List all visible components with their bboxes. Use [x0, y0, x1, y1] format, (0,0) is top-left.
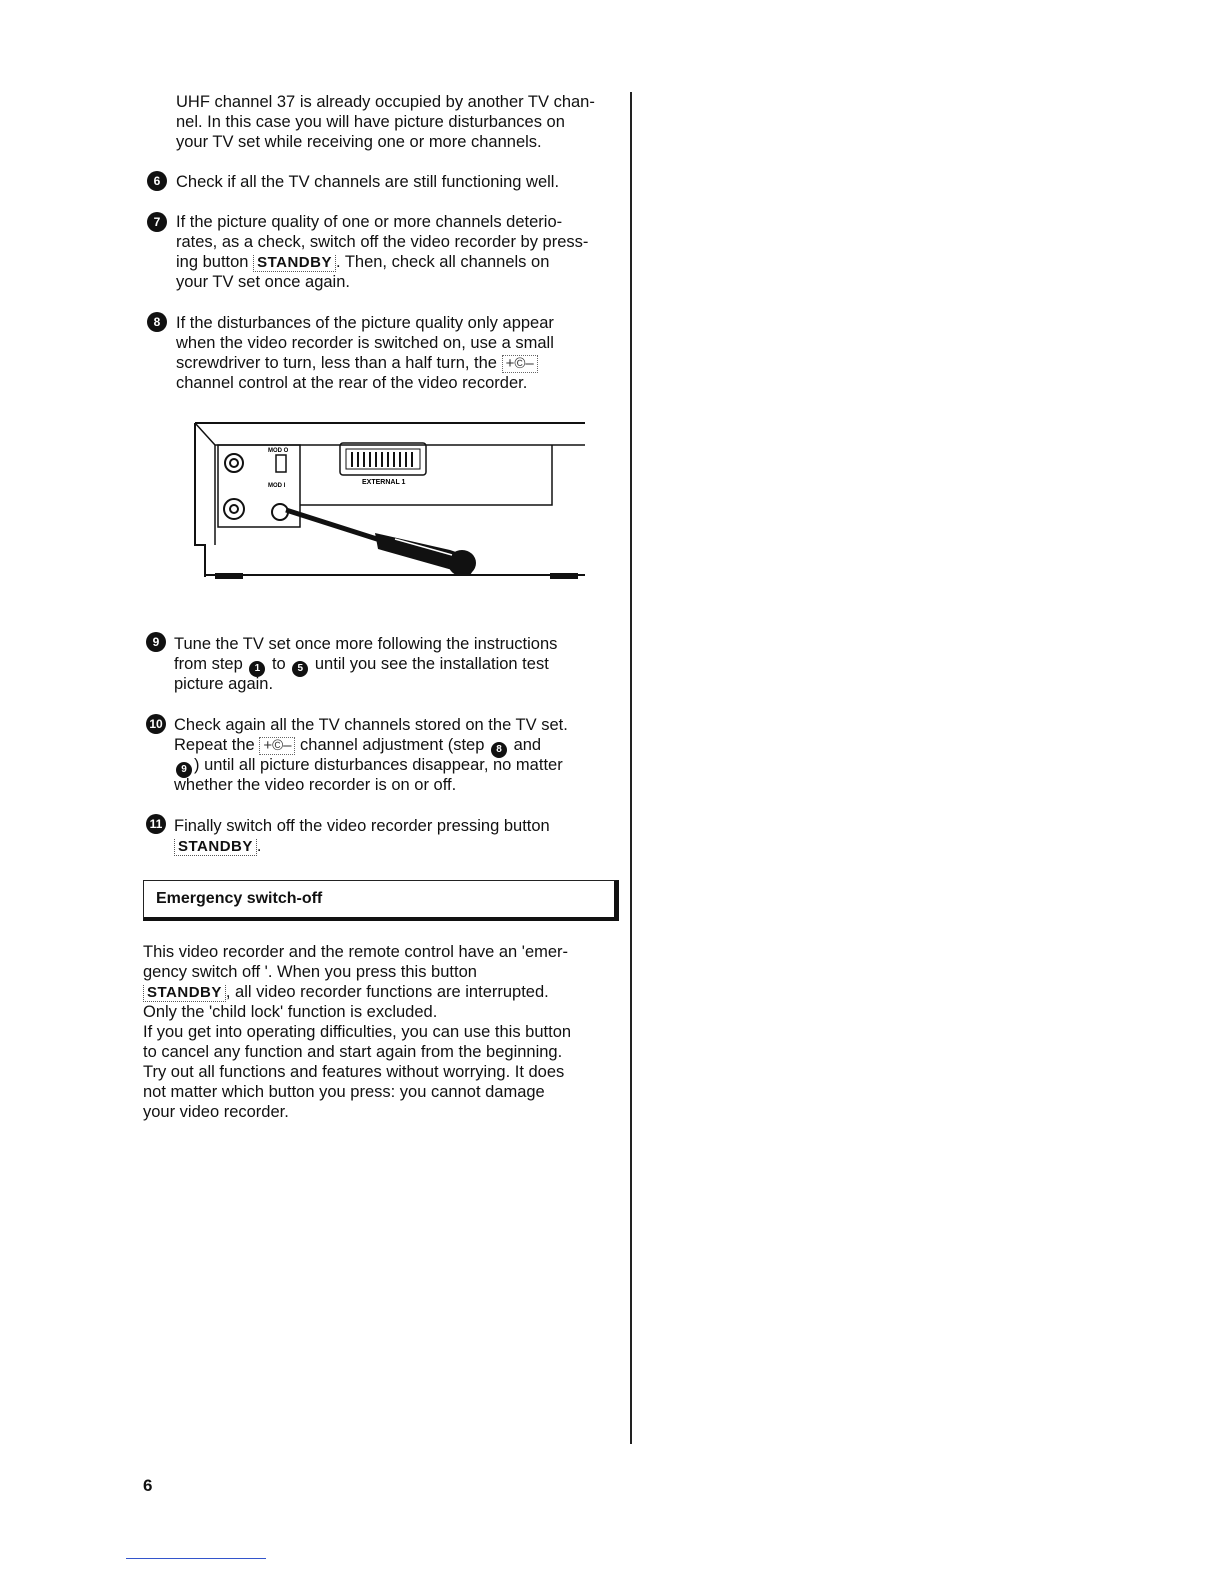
channel-control-label-2: +©–	[259, 737, 295, 755]
emergency-line-3-post: , all video recorder functions are interrupted.	[225, 983, 549, 1001]
emergency-line-9: your video recorder.	[143, 1103, 289, 1121]
external-1-label: EXTERNAL 1	[362, 479, 406, 486]
step-7-line-3-pre: ing button	[176, 253, 254, 271]
step-9-line-2-c: until you see the installation test	[310, 655, 549, 673]
intro-line-2: nel. In this case you will have picture disturbances on	[176, 113, 565, 131]
mod-switch	[276, 455, 286, 472]
step-11-bullet: 11	[146, 814, 166, 834]
channel-control-label: +©–	[502, 355, 538, 373]
step-9-line-2-b: to	[267, 655, 291, 673]
vcr-rear-panel-diagram	[190, 415, 590, 585]
rf-in-socket	[225, 454, 243, 472]
mod-off-label: MOD I	[268, 483, 286, 489]
step-10-line-4: whether the video recorder is on or off.	[174, 776, 457, 794]
emergency-line-5: If you get into operating difficulties, you can use this button	[143, 1023, 572, 1041]
step-10-line-1: Check again all the TV channels stored on the TV set.	[174, 716, 568, 734]
intro-line-3: your TV set while receiving one or more channels.	[176, 133, 542, 151]
step-7-line-4: your TV set once again.	[176, 273, 350, 291]
emergency-line-6: to cancel any function and start again from the beginning.	[143, 1043, 563, 1061]
step-7-bullet: 7	[147, 212, 167, 232]
emergency-line-3	[143, 982, 549, 1002]
vcr-inner-top	[195, 423, 585, 445]
screwdriver-icon	[286, 510, 476, 576]
mod-on-label: MOD O	[268, 448, 289, 454]
section-header-box	[143, 880, 619, 921]
step-11-line-1: Finally switch off the video recorder pressing button	[174, 817, 550, 835]
step-9-line-3: picture again.	[174, 675, 274, 693]
step-10-bullet: 10	[146, 714, 166, 734]
step-11-line-2-post: .	[256, 837, 262, 855]
step-10-line-3-text: ) until all picture disturbances disappear, no matter	[194, 756, 563, 774]
emergency-line-2: gency switch off '. When you press this button	[143, 963, 477, 981]
emergency-line-4: Only the 'child lock' function is excluded.	[143, 1003, 438, 1021]
page-number: 6	[143, 1476, 153, 1495]
step-10-line-2-c: and	[509, 736, 542, 754]
step-ref-9: 9	[176, 762, 192, 778]
step-9-line-2-a: from step	[174, 655, 248, 673]
emergency-line-7: Try out all functions and features without worrying. It does	[143, 1063, 565, 1081]
vcr-left-edge	[195, 423, 205, 577]
standby-button-label-2: STANDBY	[174, 839, 257, 856]
vcr-foot-right	[550, 573, 578, 579]
section-title: Emergency switch-off	[156, 890, 323, 907]
emergency-line-8: not matter which button you press: you cannot damage	[143, 1083, 545, 1101]
step-7-line-3	[176, 252, 549, 272]
step-ref-5: 5	[292, 661, 308, 677]
step-9-line-1: Tune the TV set once more following the instructions	[174, 635, 558, 653]
column-divider	[630, 92, 632, 1444]
step-6-text: Check if all the TV channels are still functioning well.	[176, 173, 560, 191]
step-7-line-1: If the picture quality of one or more channels deterio-	[176, 213, 563, 231]
emergency-line-1: This video recorder and the remote control have an 'emer-	[143, 943, 569, 961]
standby-button-label: STANDBY	[253, 255, 336, 272]
step-7-line-3-post: . Then, check all channels on	[335, 253, 550, 271]
footer-underline	[126, 1558, 266, 1559]
rf-out-socket	[224, 499, 244, 519]
intro-line-1: UHF channel 37 is already occupied by another TV chan-	[176, 93, 595, 111]
step-10-line-2-b: channel adjustment (step	[295, 736, 489, 754]
step-6-bullet: 6	[147, 171, 167, 191]
step-8-line-3	[176, 353, 538, 373]
step-ref-8: 8	[491, 742, 507, 758]
step-10-line-2-a: Repeat the	[174, 736, 260, 754]
step-8-bullet: 8	[147, 312, 167, 332]
step-8-line-2: when the video recorder is switched on, use a small	[176, 334, 554, 352]
step-8-line-4: channel control at the rear of the video recorder.	[176, 374, 528, 392]
step-11-line-2	[174, 836, 261, 856]
vcr-foot-left	[215, 573, 243, 579]
standby-button-label-3: STANDBY	[143, 985, 226, 1002]
step-8-line-1: If the disturbances of the picture quality only appear	[176, 314, 554, 332]
step-ref-1: 1	[249, 661, 265, 677]
step-9-bullet: 9	[146, 632, 166, 652]
step-7-line-2: rates, as a check, switch off the video recorder by press-	[176, 233, 589, 251]
step-8-line-3-pre: screwdriver to turn, less than a half turn, the	[176, 354, 502, 372]
